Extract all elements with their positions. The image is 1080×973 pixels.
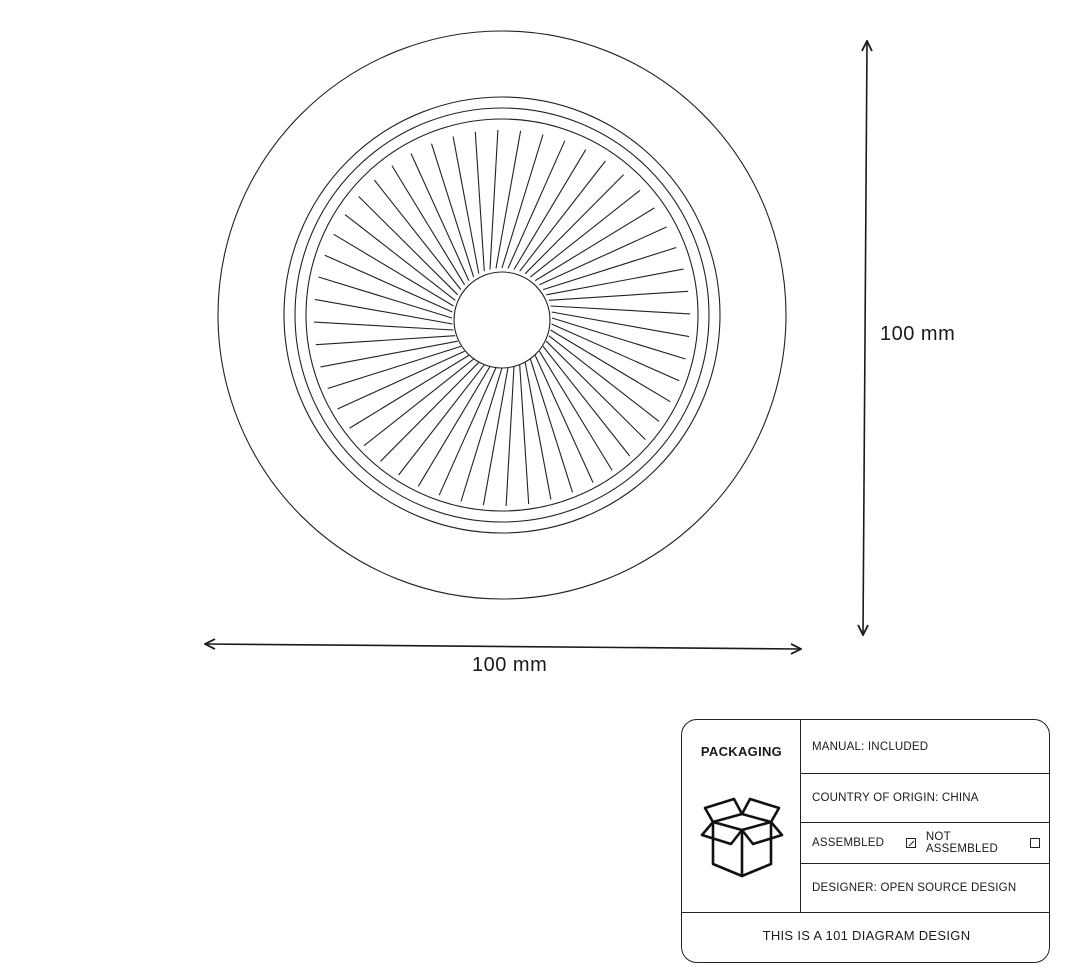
not-assembled-label: NOT ASSEMBLED (925, 831, 999, 855)
not-assembled-checkbox[interactable] (1030, 838, 1040, 848)
assembled-label: ASSEMBLED (812, 837, 885, 849)
fan-blade (506, 367, 514, 507)
height-dimension-label: 100 mm (880, 323, 956, 345)
fan-hub (454, 272, 550, 368)
fan-blade (316, 336, 455, 345)
fan-blade (399, 365, 485, 475)
fan-blade (392, 166, 465, 285)
open-box-icon (699, 794, 785, 880)
manual-row (801, 720, 1050, 774)
packaging-footer (682, 912, 1050, 963)
fan-blade (350, 355, 469, 428)
designer-row (801, 864, 1050, 912)
packaging-panel (682, 720, 801, 912)
origin-text: COUNTRY OF ORIGIN: CHINA (812, 792, 979, 804)
fan-blade (514, 150, 586, 270)
fan-blade (345, 215, 455, 301)
fan-blade (525, 175, 623, 274)
manual-text: MANUAL: INCLUDED (812, 740, 929, 753)
footer-text: THIS IS A 101 DIAGRAM DESIGN (762, 928, 971, 943)
fan-blade (546, 341, 645, 439)
height-dimension-arrow (863, 42, 867, 634)
fan-blade (475, 132, 484, 271)
packaging-title: PACKAGING (700, 744, 783, 759)
fan-blade (551, 330, 671, 402)
origin-row (801, 774, 1050, 823)
fan-blade (535, 208, 654, 281)
assembly-row (801, 823, 1050, 864)
fan-blade (520, 161, 606, 271)
fan-blade (549, 336, 659, 422)
fan-blade (334, 234, 454, 306)
fan-blade (520, 365, 529, 504)
packaging-info-box (681, 719, 1050, 963)
designer-text: DESIGNER: OPEN SOURCE DESIGN (812, 882, 1017, 894)
fan-blade (359, 196, 458, 294)
fan-blade (539, 351, 612, 470)
fan-blade (380, 362, 478, 461)
fan-blade (551, 306, 691, 314)
fan-blade (314, 322, 454, 330)
width-dimension-label: 100 mm (472, 654, 548, 676)
width-dimension-arrow (206, 644, 800, 649)
fan-blade (549, 291, 688, 300)
fan-blade (418, 367, 490, 487)
assembled-checkbox[interactable] (906, 838, 916, 848)
fan-blade (490, 130, 498, 270)
